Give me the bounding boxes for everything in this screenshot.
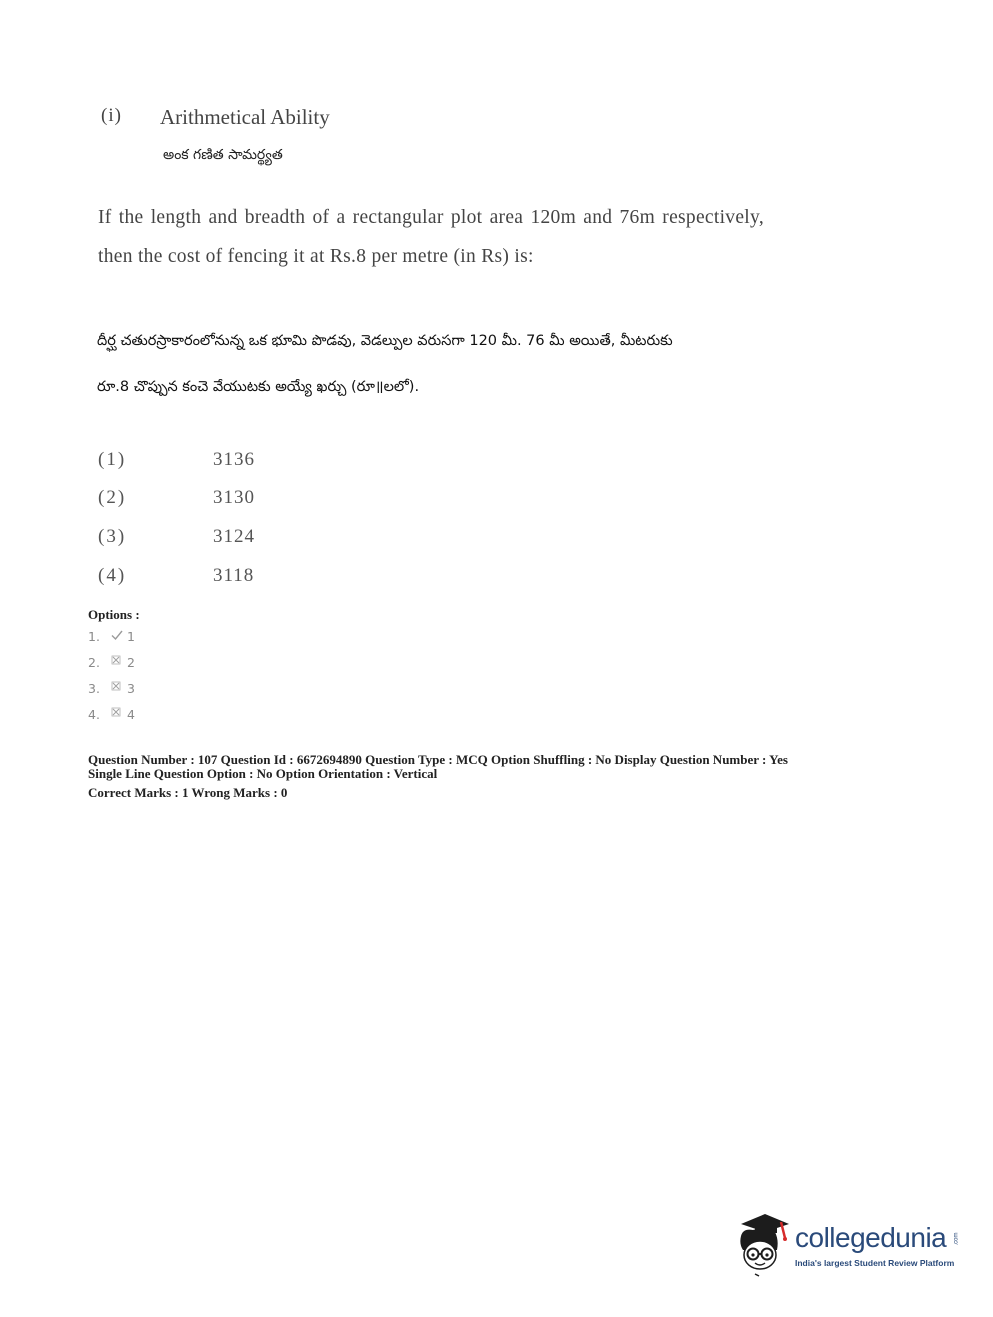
section-title: Arithmetical Ability bbox=[160, 105, 330, 129]
choice-number: 4. bbox=[88, 707, 100, 722]
logo-suffix: .com bbox=[953, 1232, 960, 1246]
question-metadata bbox=[88, 753, 868, 800]
section-number: (i) bbox=[101, 105, 122, 126]
metadata-line-2: Single Line Question Option : No Option Orientation : Vertical bbox=[88, 766, 438, 781]
metadata-marks: Correct Marks : 1 Wrong Marks : 0 bbox=[88, 785, 288, 800]
choice-value: 2 bbox=[127, 655, 135, 670]
choice-value: 1 bbox=[127, 629, 135, 644]
option-number: (4) bbox=[98, 565, 127, 586]
question-text-english: If the length and breadth of a rectangular plot area 120m and 76m respectively, then the cost of fencing it at Rs.8 per metre (in Rs) is: bbox=[98, 207, 764, 267]
cross-icon bbox=[110, 654, 122, 669]
check-icon bbox=[110, 628, 124, 645]
option-value: 3118 bbox=[213, 565, 255, 586]
cross-icon bbox=[110, 706, 122, 721]
option-number: (2) bbox=[98, 487, 127, 508]
option-number: (1) bbox=[98, 449, 127, 470]
question-telugu-line-1: దీర్ఘ చతురస్రాకారంలోనున్న ఒక భూమి పొడవు, వెడల్పుల వరుసగా 120 మీ. 76 మీ అయితే, మీటరుకు bbox=[97, 333, 673, 349]
question-text-telugu bbox=[97, 318, 777, 410]
choice-value: 3 bbox=[127, 681, 135, 696]
logo-wordmark: collegedunia bbox=[795, 1222, 947, 1253]
section-title-telugu: అంక గణిత సామర్థ్యత bbox=[163, 147, 283, 163]
collegedunia-logo bbox=[733, 1210, 963, 1280]
option-value: 3124 bbox=[213, 526, 255, 547]
options-label: Options : bbox=[88, 607, 140, 622]
question-telugu-line-2: రూ.8 చొప్పున కంచె వేయుటకు అయ్యే ఖర్చు (రూ॥లలో). bbox=[97, 379, 420, 395]
cross-icon bbox=[110, 680, 122, 695]
choice-number: 1. bbox=[88, 629, 100, 644]
mascot-icon bbox=[733, 1210, 793, 1280]
option-value: 3136 bbox=[213, 449, 255, 470]
metadata-line-1: Question Number : 107 Question Id : 6672694890 Question Type : MCQ Option Shuffling : No Display Question Number : Yes bbox=[88, 752, 788, 767]
choice-number: 3. bbox=[88, 681, 100, 696]
logo-tagline: India's largest Student Review Platform bbox=[795, 1258, 955, 1268]
choice-number: 2. bbox=[88, 655, 100, 670]
choice-value: 4 bbox=[127, 707, 135, 722]
option-value: 3130 bbox=[213, 487, 255, 508]
option-number: (3) bbox=[98, 526, 127, 547]
